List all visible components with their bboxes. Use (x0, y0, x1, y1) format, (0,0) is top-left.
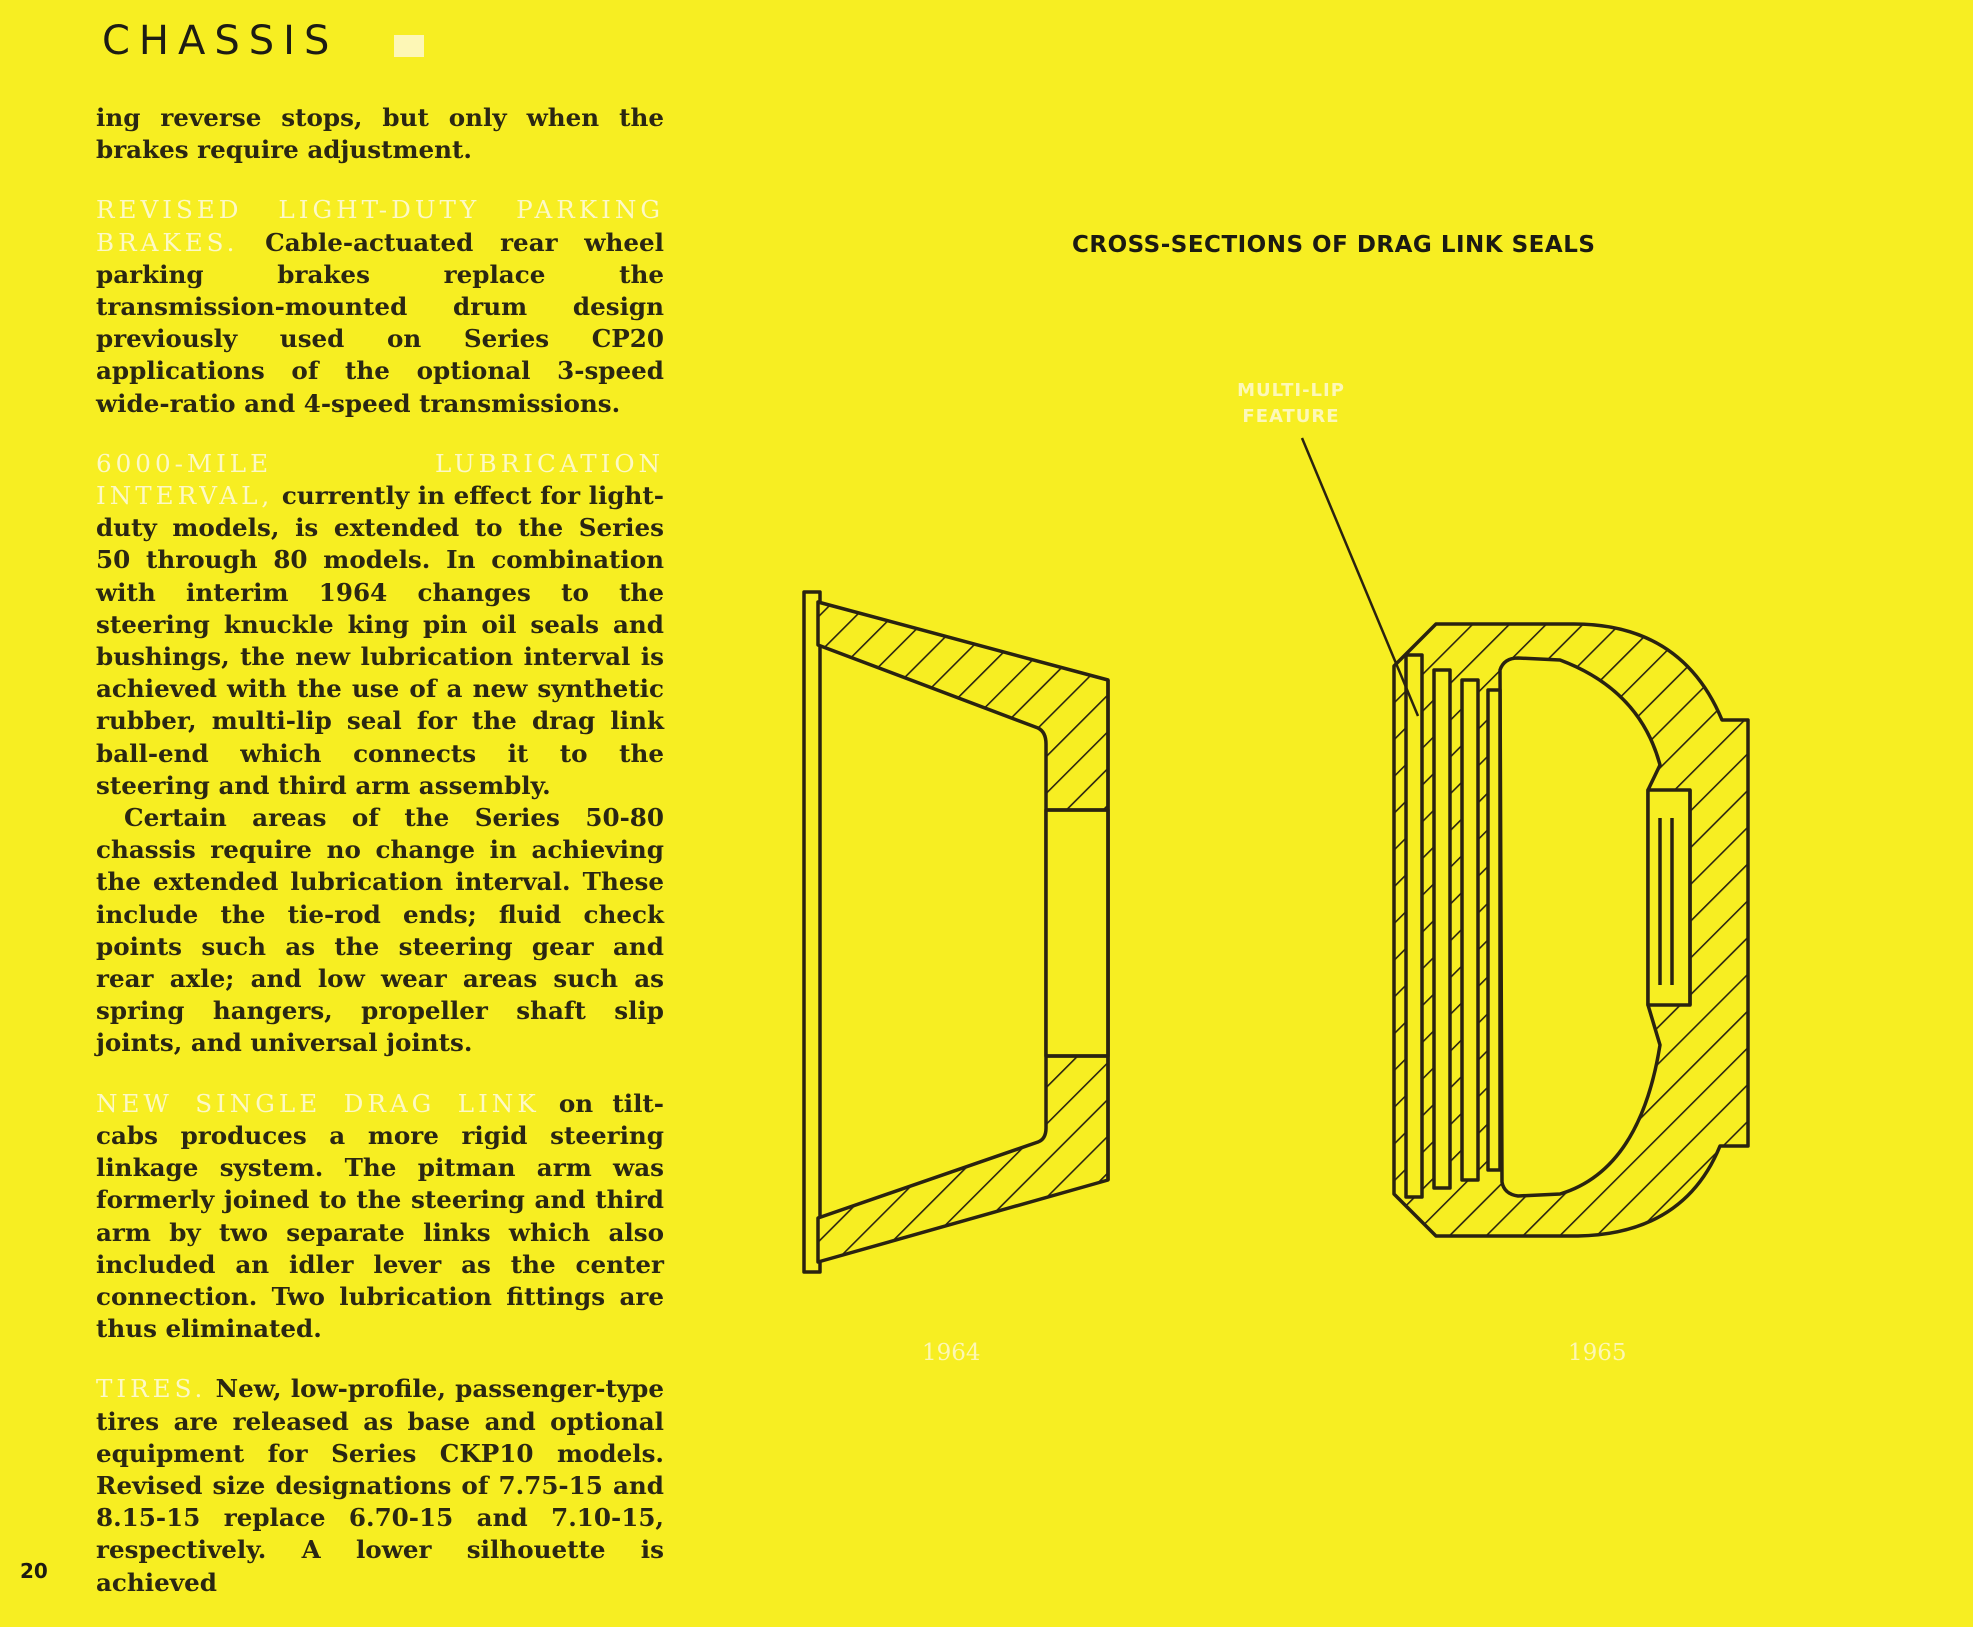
paragraph-text: currently in effect for light-duty models, is extended to the Series 50 through 80 models. In combination with interim 1964 changes to the steering knuckle king pin oil seals and bushings, the new lubrication interval is achieved with the use of a new synthetic rubber, multi-lip seal for the drag link ball-end which connects it to the steering and third arm assembly. (96, 481, 664, 800)
label-1965: 1965 (1568, 1340, 1627, 1366)
paragraph-lead-in: NEW SINGLE DRAG LINK (96, 1088, 540, 1118)
callout-line: FEATURE (1242, 406, 1340, 427)
figure-title: CROSS-SECTIONS OF DRAG LINK SEALS (1072, 232, 1596, 258)
label-1964: 1964 (922, 1340, 981, 1366)
paragraph-lead-in: TIRES. (96, 1374, 207, 1404)
paragraph-lead-in: REVISED LIGHT-DUTY PARKING BRAKES. (96, 195, 664, 257)
seal-1964 (804, 592, 1108, 1272)
page-number: 20 (20, 1559, 48, 1583)
paragraph-text: ing reverse stops, but only when the brakes require adjustment. (96, 103, 664, 165)
section-title: CHASSIS (102, 18, 339, 64)
paragraph-text: New, low-profile, passenger-type tires are released as base and optional equipment for Series CKP10 models. Revised size designations of 7.75-15 and 8.15-15 replace 6.70-15 and 7.10-15, respectively. A lower silhouette is achieved (96, 1374, 664, 1597)
callout-leader-line (1302, 438, 1418, 716)
paragraph-text: Certain areas of the Series 50-80 chassis require no change in achieving the extended lubrication interval. These include the tie-rod ends; fluid check points such as the steering gear and rear axle; and low wear areas such as spring hangers, propeller shaft slip joints, and universal joints. (96, 803, 664, 1058)
seal-1965 (1394, 624, 1748, 1236)
paragraph-lead-in: 6000-MILE LUBRICATION INTERVAL, (96, 448, 664, 511)
paragraph-text: on tilt-cabs produces a more rigid steering linkage system. The pitman arm was formerly joined to the steering and third arm by two separate links which also included an idler lever as the center connection. Two lubrication fittings are thus eliminated. (96, 1088, 664, 1344)
paragraph-text: Cable-actuated rear wheel parking brakes replace the transmission-mounted drum design previously used on Series CP20 applications of the optional 3-speed wide-ratio and 4-speed transmissions. (96, 227, 664, 418)
callout-line: MULTI-LIP (1237, 380, 1345, 401)
